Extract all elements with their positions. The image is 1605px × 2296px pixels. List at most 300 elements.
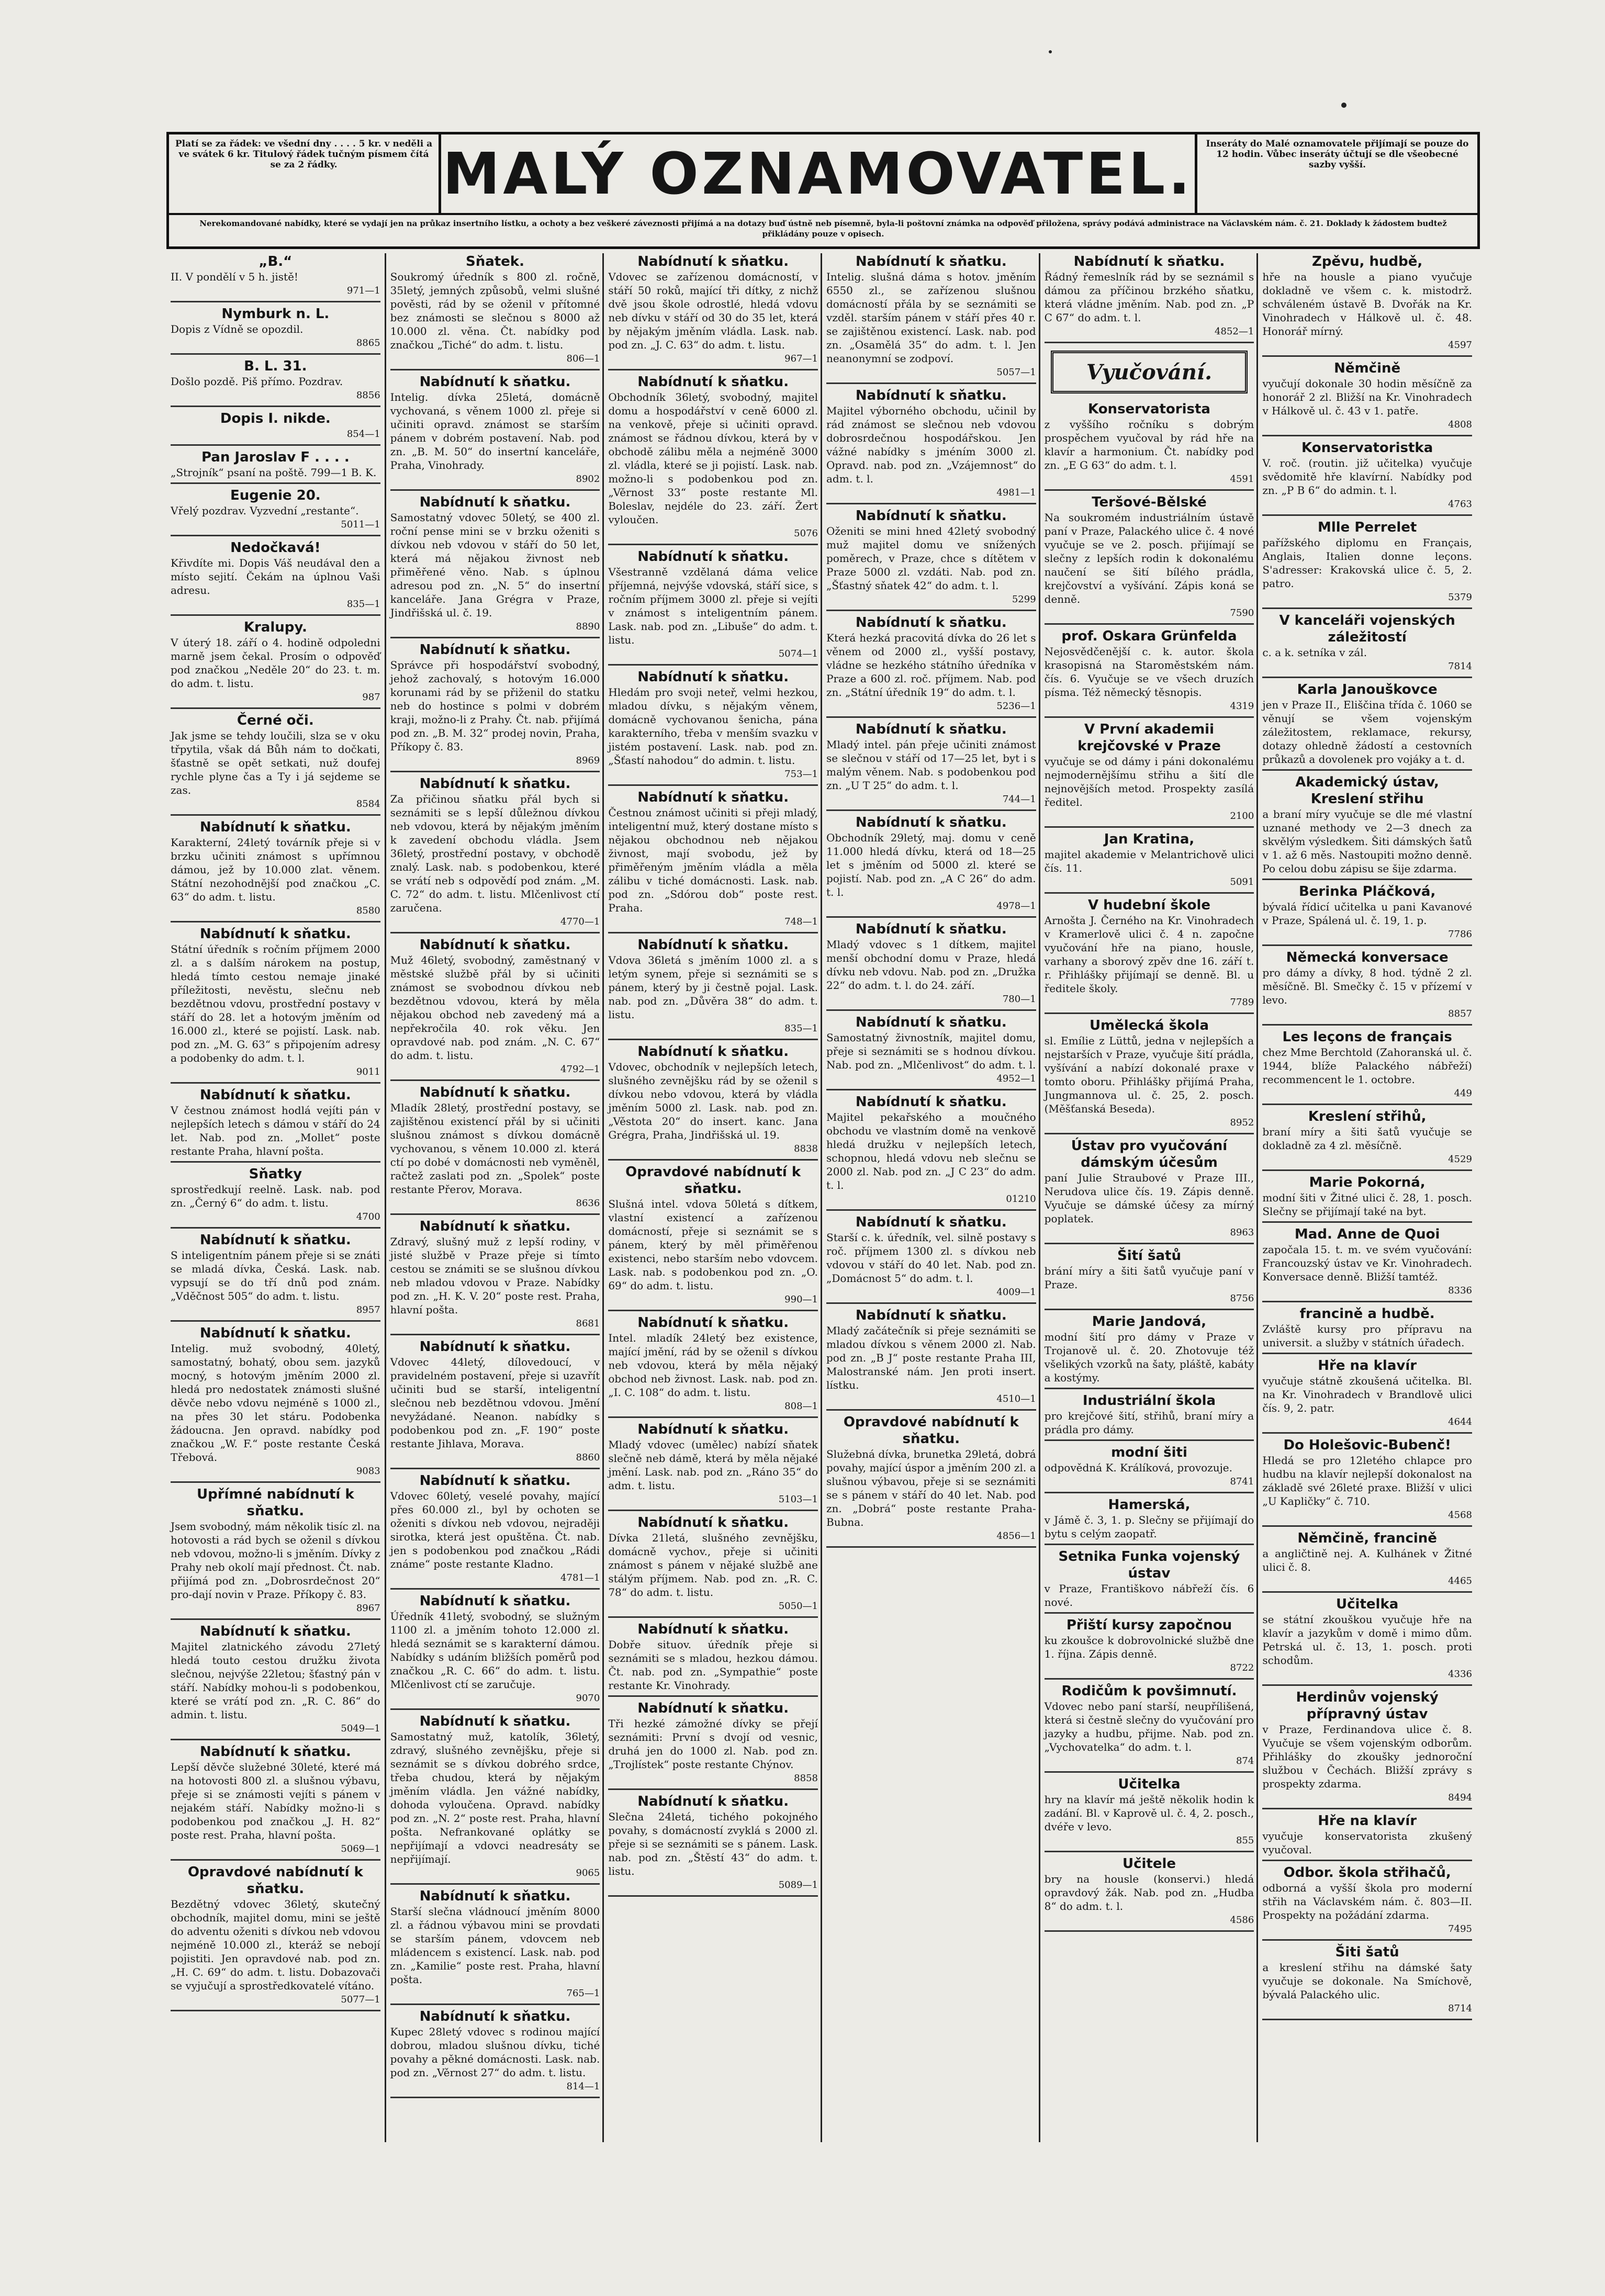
header-notice: Nerekomandované nabídky, které se vydají jen na průkaz insertního lístku, a ochoty a bez veškeré záveznosti přijímá a na dotazy buď ústně neb písemně, byla-li poštovní známka na odpověď přiložena, správy podává administrace na Václavském nám. č. 21. Doklady k žádostem budtež přikládány pouze v opisech. — [169, 213, 1477, 246]
ad-body: Všestranně vzdělaná dáma velice příjemná, nejvýše vdovská, stáří sice, s ročním příjmem 3000 zl. přeje si vejíti v známost s inteligentním pánem. Lask. nab. pod zn. „Libuše“ do adm. t. listu. — [608, 566, 818, 646]
ad-body: započala 15. t. m. ve svém vyučování: Francouzský ústav ve Kr. Vinohradech. Konversace denně. Bližší tamtéž. — [1262, 1243, 1472, 1283]
classified-ad — [171, 306, 380, 355]
ad-body: Jsem svobodný, mám několik tisíc zl. na hotovosti a rád bych se oženil s dívkou neb vdovou, možno-li s jměním. Dívky z Prahy neb okolí mají přednost. Čt. nab. přijímá pod zn. „Dobrosrdečnost 20“ pro-dají novin v Praze. Příkopy č. 83. — [171, 1520, 380, 1601]
ad-code: 8957 — [356, 1304, 380, 1315]
ad-body: modní šití pro dámy v Praze v Trojanově ul. č. 20. Zhotovuje též všelikých vzorků na šaty, pláště, kabáty a kostýmy. — [1044, 1331, 1254, 1384]
section-heading-vyucovani: Vyučování. — [1051, 351, 1248, 393]
ad-title: Nabídnutí k sňatku. — [199, 1624, 351, 1639]
ad-body: v Jámě č. 3, 1. p. Slečny se přijímají do bytu s celým zaopatř. — [1044, 1514, 1254, 1540]
ad-body: Řádný řemeslník rád by se seznámil s dámou za příčinou brzkého sňatku, která vládne jměním. Nab. pod zn. „P C 67“ do adm. t. l. — [1044, 271, 1254, 324]
ad-code: 5103—1 — [778, 1494, 818, 1505]
ad-title: Nabídnutí k sňatku. — [199, 1744, 351, 1760]
classified-ad — [608, 1043, 818, 1161]
classified-ad — [1262, 1029, 1472, 1105]
ad-title: Mad. Anne de Quoi — [1294, 1226, 1440, 1242]
ad-title: Nabídnutí k sňatku. — [199, 1325, 351, 1341]
ad-body: Vřelý pozdrav. Vyzvední „restante“. — [171, 504, 359, 517]
ad-code: 01210 — [1006, 1194, 1036, 1205]
ad-code: 4856—1 — [996, 1530, 1036, 1541]
ad-body: odborná a vyšší škola pro moderní střih na Václavském nám. č. 803—II. Prospekty na požádání zdarma. — [1262, 1882, 1472, 1921]
ad-code: 5011—1 — [341, 519, 380, 530]
ink-speck — [1049, 50, 1052, 53]
ad-title: Nabídnutí k sňatku. — [199, 1232, 351, 1248]
classified-ad — [608, 1421, 818, 1511]
ad-body: Majitel zlatnického závodu 27letý hledá touto cestou družku života slečnou, nejvýše 22letou; šťastný pán v stáří. Nabídky mohou-li s podobenkou, které se vrátí pod zn. „R. C. 86“ do admin. t. listu. — [171, 1640, 380, 1721]
ad-code: 5379 — [1448, 592, 1472, 603]
ad-body: V. roč. (routin. již učitelka) vyučuje svědomitě hře klavírní. Nabídky pod zn. „P B 6“ do admin. t. l. — [1262, 457, 1472, 497]
ad-code: 4319 — [1230, 701, 1254, 712]
classified-ad — [608, 669, 818, 786]
classified-ad — [390, 1888, 600, 2005]
classified-ad — [608, 548, 818, 666]
ad-title: Eugenie 20. — [230, 488, 321, 503]
ad-body: Hledá se pro 12letého chlapce pro hudbu na klavír nejlepší dokonalost na základě své 26leté praxe. Bližší v ulici „U Kapličky“ č. 710. — [1262, 1454, 1472, 1507]
ad-code: 967—1 — [784, 353, 818, 364]
ad-columns — [166, 253, 1475, 2142]
classified-ad — [171, 712, 380, 816]
ad-body: Slušná intel. vdova 50letá s dítkem, vlastní existencí a zařízenou domácností, přeje si seznámit se s pánem, který by měl přiměřenou existenci, nebo starším nebo vdovcem. Lask. nab. s podobenkou pod zn. „O. 69“ do adm. t. listu. — [608, 1198, 818, 1292]
ad-code: 4009—1 — [996, 1287, 1036, 1298]
classified-ad — [171, 1623, 380, 1740]
ad-title: Nabídnutí k sňatku. — [1073, 254, 1225, 269]
ad-code: 990—1 — [784, 1294, 818, 1305]
ad-title: Marie Jandová, — [1092, 1314, 1207, 1330]
classified-ad — [608, 1164, 818, 1311]
ad-code: 8856 — [356, 390, 380, 401]
ad-title: V kanceláři vojenských záležitostí — [1279, 613, 1455, 645]
classified-ad — [826, 614, 1036, 718]
ad-code: 5299 — [1012, 594, 1036, 605]
ad-body: Vdovec 44letý, dílovedoucí, v pravidelném postavení, přeje si uzavřít učiniti bud se starší, inteligentní slečnou neb bezdětnou vdovou. Jmění nevyžádané. Neanon. nabídky s podobenkou pod zn. „F. 190“ poste restante Jihlava, Morava. — [390, 1356, 600, 1450]
classified-ad — [171, 253, 380, 302]
classified-ad — [1045, 628, 1254, 718]
classified-ad — [826, 253, 1036, 384]
ad-title: Nabídnutí k sňatku. — [419, 1085, 571, 1100]
ad-title: Nabídnutí k sňatku. — [419, 1714, 571, 1729]
ad-body: Čestnou známost učiniti si přeji mladý, inteligentní muž, který dostane místo s nějakou obchodnou neb nějakou živnost, mají svobodu, jež by přiměřeným jměním vládla a měla zálibu v tiché domácnosti. Lask. nab. pod zn. „Sdórou dob“ poste rest. Praha. — [608, 806, 818, 914]
ad-body: odpovědná K. Králíková, provozuje. — [1044, 1461, 1232, 1474]
ad-code: 8494 — [1448, 1792, 1472, 1803]
ad-body: Tři hezké zámožné dívky se přejí seznámiti: První s dvojí od vesnic, druhá jen do 1000 zl. Nab. pod zn. „Trojlístek“ poste restante Chýnov. — [608, 1717, 818, 1771]
ad-title: Marie Pokorná, — [1309, 1175, 1426, 1190]
classified-ad — [390, 253, 600, 370]
ad-body: Došlo pozdě. Piš přímo. Pozdrav. — [171, 375, 343, 388]
ad-code: 5077—1 — [341, 1994, 380, 2005]
classified-ad — [1262, 1437, 1472, 1527]
classified-ad — [1262, 1357, 1472, 1434]
ad-body: II. V pondělí v 5 h. jistě! — [171, 271, 298, 283]
classified-ad — [1045, 1138, 1254, 1244]
ad-title: Nabídnutí k sňatku. — [855, 1094, 1007, 1110]
ad-title: Konservatorista — [1088, 401, 1210, 417]
ad-code: 8714 — [1448, 2003, 1472, 2014]
classified-ad — [608, 374, 818, 545]
classified-ad — [390, 1472, 600, 1590]
ad-code: 9083 — [356, 1466, 380, 1477]
ad-code: 7590 — [1230, 607, 1254, 618]
ad-title: Les leçons de français — [1282, 1029, 1452, 1045]
classified-ad — [1262, 360, 1472, 436]
ad-code: 8336 — [1448, 1285, 1472, 1296]
ad-column — [1256, 253, 1476, 2142]
ad-title: Industriální škola — [1082, 1393, 1216, 1409]
ad-body: Slečna 24letá, tichého pokojného povahy, s domácností zvyklá s 2000 zl. přeje si se seznámiti se s pánem. Lask. nab. pod zn. „Štěstí 43“ do adm. t. listu. — [608, 1810, 818, 1877]
ad-code: 4568 — [1448, 1510, 1472, 1521]
price-box: Platí se za řádek: ve všední dny . . . . 5 kr. v neděli a ve svátek 6 kr. Titulový řádek tučným písmem čítá se za 2 řádky. — [169, 134, 441, 213]
ad-body: Kupec 28letý vdovec s rodinou mající dobrou, mladou slušnou dívku, tiché povahy a pěkné domácnosti. Lask. nab. pod zn. „Věrnost 27“ do adm. t. listu. — [390, 2025, 600, 2079]
ad-body: Majitel výborného obchodu, učinil by rád známost se slečnou neb vdovou dobrosrdečnou hospodářskou. Jen vážné nabídky s jméním 3000 zl. Opravd. nab. pod zn. „Vzájemnost“ do adm. t. l. — [826, 404, 1036, 485]
ad-title: Nabídnutí k sňatku. — [637, 1515, 789, 1530]
ad-body: Intelig. muž svobodný, 40letý, samostatný, bohatý, obou sem. jazyků mocný, s hotovým jměním 2000 zl. hledá pro nedostatek známosti slušné děvče nebo vdovu nejméně s 1000 zl., na přes 30 let stáru. Podobenka žádoucna. Jen opravd. nabídky pod značkou „W. F.“ poste restante Česká Třebová. — [171, 1342, 380, 1464]
ad-body: vyučuje konservatorista zkušený vyučoval. — [1262, 1830, 1472, 1856]
ad-body: Intel. mladík 24letý bez existence, mající jmění, rád by se oženil s dívkou neb vdovou, která by měla nějaký obchod neb živnost. Lask. nab. pod zn. „I. C. 108“ do adm. t. listu. — [608, 1332, 818, 1399]
ad-body: V čestnou známost hodlá vejíti pán v nejlepších letech s dámou v stáří do 24 let. Nab. pod zn. „Mollet“ poste restante Praha, hlavní pošta. — [171, 1104, 380, 1157]
insertion-info-box: Inseráty do Malé oznamovatele přijímají se pouze do 12 hodin. Vůbec inseráty účtují se dle všeobecné sazby vyšší. — [1195, 134, 1477, 213]
classified-ad — [1045, 1313, 1254, 1389]
ad-code: 5074—1 — [778, 648, 818, 659]
classified-ad — [1045, 1392, 1254, 1441]
ad-body: Arnošta J. Černého na Kr. Vinohradech v Kramerlově ulici č. 4 n. započne vyučování hře na piano, housle, varhany a sborový zpěv dne 16. září t. r. Přihlášky přijímají se denně. Bl. u ředitele školy. — [1044, 914, 1254, 995]
masthead-title: MALÝ OZNAMOVATEL. — [442, 140, 1194, 207]
ad-title: Hře na klavír — [1318, 1358, 1417, 1374]
classified-ad — [171, 358, 380, 407]
classified-ad — [1262, 1226, 1472, 1302]
classified-ad — [1262, 1944, 1472, 2020]
ad-body: Vdova 36letá s jměním 1000 zl. a s letým synem, přeje si seznámiti se s pánem, který by ji čestně pojal. Lask. nab. pod zn. „Důvěra 38“ do adm. t. listu. — [608, 954, 818, 1021]
ad-code: 4465 — [1448, 1575, 1472, 1586]
ad-body: c. a k. setníka v zál. — [1262, 646, 1367, 659]
classified-ad — [826, 508, 1036, 611]
ad-body: ku zkoušce k dobrovolnické službě dne 1. října. Zápis denně. — [1044, 1634, 1254, 1660]
classified-ad — [608, 1700, 818, 1790]
ad-title: Nabídnutí k sňatku. — [855, 1308, 1007, 1323]
ad-body: Hledám pro svoji neteř, velmi hezkou, mladou dívku, s nějakým věnem, domácně vychovanou šenicha, pána karakterního, třeba v menším svazku v jistém postavení. Lask. nab. pod zn. „Šťastí nahodou“ do admin. t. listu. — [608, 686, 818, 767]
ad-title: Šití šatů — [1117, 1248, 1181, 1264]
classified-ad — [1045, 721, 1254, 828]
classified-ad — [608, 1621, 818, 1697]
ad-title: Nabídnutí k sňatku. — [637, 669, 789, 685]
ad-code: 4336 — [1448, 1669, 1472, 1680]
classifieds-header — [166, 132, 1480, 249]
ad-body: Státní úředník s ročním příjmem 2000 zl. a s dalším nárokem na postup, hledá tímto cestou nemaje jinaké příležitosti, nevěstu, slečnu neb bezdětnou vdovu, prostřední postavy v stáří do 28. let a hotovým jměním od 16.000 zl., které se pojistí. Lask. nab. pod zn. „M. G. 63“ s připojením adresy a podobenky do adm. t. l. — [171, 943, 380, 1064]
ad-body: hry na klavír má ještě několik hodin k zadání. Bl. v Kaprově ul. č. 4, 2. posch., dvéře v levo. — [1044, 1793, 1254, 1833]
ad-body: Intelig. slušná dáma s hotov. jměním 6550 zl., se zařízenou slušnou domácností přála by se seznámiti se vzděl. starším pánem v stáří přes 40 r. se zajištěnou existencí. Lask. nab. pod zn. „Osamělá 35“ do adm. t. l. Jen neanonymní se zodpoví. — [826, 271, 1036, 365]
ad-title: Nabídnutí k sňatku. — [419, 1339, 571, 1355]
ad-body: pro krejčové šití, střihů, braní míry a prádla pro dámy. — [1044, 1410, 1254, 1436]
ad-body: Muž 46letý, svobodný, zaměstnaný v městské službě přál by si učiniti známost se svobodnou dívkou neb bezdětnou vdovou, která by měla nějakou obchod neb zavedený má a nepřekročila 40. rok věku. Jen opravdové nab. pod znám. „N. C. 67“ do adm. t. listu. — [390, 954, 600, 1062]
ad-body: Soukromý úředník s 800 zl. ročně, 35letý, jemných způsobů, velmi slušné pověsti, rád by se oženil v přítomné bez známosti se slečnou s 8000 až 10.000 zl. věna. Čt. nabídky pod značkou „Tiché“ do adm. t. listu. — [390, 271, 600, 351]
ad-title: Nabídnutí k sňatku. — [637, 549, 789, 565]
ad-title: Nabídnutí k sňatku. — [637, 937, 789, 953]
ad-code: 4510—1 — [996, 1393, 1036, 1404]
classified-ad — [826, 1014, 1036, 1090]
classified-ad — [1262, 612, 1472, 678]
classified-ad — [1045, 1444, 1254, 1493]
ad-title: Jan Kratina, — [1104, 831, 1195, 847]
ad-body: Lepší děvče služebné 30leté, které má na hotovosti 800 zl. a slušnou výbavu, přeje si se známosti vejíti s pánem v nejakém stáří. Nabídky možno-li s podobenkou pod značkou „J. H. 82“ poste rest. Praha, hlavní pošta. — [171, 1761, 380, 1841]
ad-body: vyučuje se od dámy i páni dokonalému nejmodernějšímu střihu a šití dle nejnovějších metod. Prospekty zasílá ředitel. — [1044, 755, 1254, 808]
ad-title: Ústav pro vyučování dámským účesům — [1071, 1138, 1228, 1170]
classified-ad — [608, 1793, 818, 1897]
ad-title: B. L. 31. — [244, 358, 307, 374]
classified-ad — [171, 487, 380, 536]
ad-code: 8756 — [1230, 1293, 1254, 1304]
ad-body: vyučují dokonale 30 hodin měsíčně za honorář 2 zl. Bližší na Kr. Vinohradech v Hálkově ul. č. 43 v 1. patře. — [1262, 377, 1472, 417]
ad-body: bývalá řídicí učitelka u pani Kavanové v Praze, Spálená ul. č. 19, 1. p. — [1262, 901, 1472, 927]
classified-ad — [1262, 1596, 1472, 1686]
ad-code: 744—1 — [1002, 794, 1036, 805]
ad-title: Nabídnutí k sňatku. — [855, 921, 1007, 937]
ad-body: chez Mme Berchtold (Zahoranská ul. č. 1944, blíže Palackého nábřeží) recommencent le 1. octobre. — [1262, 1046, 1472, 1086]
ad-title: Nabídnutí k sňatku. — [199, 819, 351, 835]
ad-body: Obchodník 36letý, svobodný, majitel domu a hospodářství v ceně 6000 zl. na venkově, přeje si učiniti opravd. známost se řádnou dívkou, která by v obchodě zálibu měla a nejméně 3000 zl. vládla, které se ji pojistí. Lask. nab. možno-li s podobenkou pod zn. „Věrnost 33“ poste restante Ml. Boleslav, nejdéle do 23. září. Žert vyloučen. — [608, 391, 818, 526]
ad-title: Nabídnutí k sňatku. — [855, 254, 1007, 269]
ad-code: 835—1 — [784, 1023, 818, 1034]
classified-ad — [1262, 681, 1472, 771]
ad-body: brání míry a šiti šatů vyučuje paní v Praze. — [1044, 1265, 1254, 1291]
ad-body: hře na housle a piano vyučuje dokladně ve všem c. k. mistodrž. schváleném ústavě B. Dvořák na Kr. Vinohradech v Hálkově ul. č. 48. Honorář mírný. — [1262, 271, 1472, 337]
classified-ad — [826, 1414, 1036, 1548]
ad-code: 8580 — [356, 905, 380, 916]
ad-code: 814—1 — [566, 2081, 600, 2092]
ad-body: Vdovec nebo paní starší, neupřílišená, která si čestně slečny do vyučování pro jazyky a hudbu, přijme. Nab. pod zn. „Vychovatelka“ do adm. t. l. — [1044, 1700, 1254, 1753]
ad-title: Nabídnutí k sňatku. — [199, 1087, 351, 1103]
ad-title: Umělecká škola — [1089, 1018, 1209, 1033]
classified-ad — [608, 789, 818, 933]
ad-body: v Praze, Františkovo nábřeží čís. 6 nové. — [1044, 1582, 1254, 1608]
ad-title: Opravdové nabídnutí k sňatku. — [625, 1164, 801, 1197]
ad-body: pro dámy a dívky, 8 hod. týdně 2 zl. měsíčně. Bl. Smečky č. 15 v přízemí v levo. — [1262, 966, 1472, 1006]
ad-title: Konservatoristka — [1301, 440, 1433, 456]
ad-code: 4763 — [1448, 499, 1472, 510]
ad-title: Přiští kursy započnou — [1066, 1617, 1232, 1633]
classified-ad — [171, 926, 380, 1084]
ad-body: Majitel pekařského a moučného obchodu ve vlastním domě na venkově hledá družku v nejlepších letech, schopnou, hledá vdovu neb slečnu se 2000 zl. Nab. pod zn. „J C 23“ do adm. t. l. — [826, 1111, 1036, 1191]
ad-code: 8722 — [1230, 1662, 1254, 1673]
ad-body: Karakterní, 24letý továrník přeje si v brzku učiniti známost s upřímnou dámou, jež by 10.000 zlat. věnem. Státní nezohodnější pod značkou „C. 63“ do adm. t. listu. — [171, 836, 380, 903]
ad-body: se státní zkouškou vyučuje hře na klavír a jazykům v domě i mimo dům. Petrská ul. č. 13, 1. posch. proti schodům. — [1262, 1613, 1472, 1667]
ad-body: Samostatný vdovec 50letý, se 400 zl. roční pense mini se v brzku oženiti s dívkou neb vdovou v stáří do 50 let, která má nějakou živnost neb přiměřené věno. Nab. s úplnou adresou pod zn. „N. 5“ do insertní kanceláře. Jana Grégra v Praze, Jindřišská ul. č. 19. — [390, 511, 600, 619]
ad-body: Mladý vdovec s 1 dítkem, majitel menší obchodní domu v Praze, hledá dívku neb vdovu. Nab. pod zn. „Družka 22“ do adm. t. l. do 24. září. — [826, 938, 1036, 992]
ad-title: Opravdové nabídnutí k sňatku. — [843, 1414, 1019, 1447]
ad-code: 4952—1 — [996, 1073, 1036, 1084]
classified-ad — [1045, 1855, 1254, 1932]
ad-column — [166, 253, 385, 2142]
ad-title: Nabídnutí k sňatku. — [637, 1622, 789, 1637]
ad-body: bry na housle (konservi.) hledá opravdový žák. Nab. pod zn. „Hudba 8“ do adm. t. l. — [1044, 1873, 1254, 1912]
ad-title: Mlle Perrelet — [1317, 520, 1417, 535]
classified-ad — [171, 449, 380, 484]
ad-code: 9011 — [356, 1066, 380, 1077]
ad-code: 5236—1 — [996, 701, 1036, 712]
ad-body: Vdovec, obchodník v nejlepších letech, slušného zevnějšku rád by se oženil s dívkou nebo vdovou, která by vládla jměním 5000 zl. Lask. nab. pod zn. „Věstota 20“ do insert. kanc. Jana Grégra, Praha, Jindřišská ul. 19. — [608, 1061, 818, 1141]
ad-body: pařížského diplomu en Français, Anglais, Italien donne leçons. S'adresser: Krakovská ulice č. 5, 2. patro. — [1262, 536, 1472, 590]
classified-ad — [1045, 1617, 1254, 1680]
ad-body: a kreslení střihu na dámské šaty vyučuje se dokonale. Na Smíchově, bývalá Palackého ulic. — [1262, 1961, 1472, 2001]
classified-ad — [1262, 1108, 1472, 1171]
ad-title: Nabídnutí k sňatku. — [855, 508, 1007, 524]
ad-body: Služebná dívka, brunetka 29letá, dobrá povahy, mající úspor a jměním 200 zl. a slušnou výbavou, přeje si se seznámiti se s pánem v stáří do 40 let. Nab. pod zn. „Dobrá“ poste restante Praha-Bubna. — [826, 1448, 1036, 1528]
ad-title: Nabídnutí k sňatku. — [419, 642, 571, 658]
classified-ad — [390, 2008, 600, 2098]
ad-title: Nedočkavá! — [230, 540, 321, 556]
classified-ad — [390, 1084, 600, 1215]
ad-code: 7786 — [1448, 929, 1472, 940]
ad-body: Mladý vdovec (umělec) nabízí sňatek slečně neb dámě, která by měla nějaké jmění. Lask. nab. pod zn. „Ráno 35“ do adm. t. listu. — [608, 1438, 818, 1492]
classified-ad — [171, 1087, 380, 1163]
ad-title: Nabídnutí k sňatku. — [637, 374, 789, 390]
ad-code: 449 — [1454, 1088, 1472, 1099]
classified-ad — [826, 1094, 1036, 1211]
ad-body: Na soukromém industriálním ústavě paní v Praze, Palackého ulice č. 4 nové vyučuje se ve 2. posch. přijímají se slečny z lepších rodin k dokonalému naučení se šití bílého prádla, krejčovství a vyšívání. Zápis koná se denně. — [1044, 511, 1254, 605]
ad-code: 8741 — [1230, 1476, 1254, 1487]
ad-body: Obchodník 29letý, maj. domu v ceně 11.000 hledá dívku, která od 18—25 let s jměním od 5000 zl. které se pojistí. Nab. pod zn. „A C 26“ do adm. t. l. — [826, 831, 1036, 898]
ad-title: Nabídnutí k sňatku. — [199, 926, 351, 942]
ad-body: vyučuje státně zkoušená učitelka. Bl. na Kr. Vinohradech v Brandlově ulici čís. 9, 2. patr. — [1262, 1375, 1472, 1414]
ad-code: 4978—1 — [996, 901, 1036, 911]
classified-ad — [171, 819, 380, 922]
ad-code: 8890 — [576, 621, 600, 632]
classified-ad — [171, 1864, 380, 2011]
ad-title: Nabídnutí k sňatku. — [419, 1593, 571, 1609]
ad-title: Nabídnutí k sňatku. — [419, 1219, 571, 1234]
ad-title: Nabídnutí k sňatku. — [637, 790, 789, 805]
ad-title: Šiti šatů — [1335, 1944, 1399, 1960]
ad-code: 7789 — [1230, 997, 1254, 1008]
classified-ad — [1045, 1683, 1254, 1773]
classified-ad — [826, 387, 1036, 504]
classified-ad — [390, 374, 600, 491]
classified-ad — [390, 937, 600, 1081]
ad-title: Nabídnutí k sňatku. — [637, 254, 789, 269]
classified-ad — [171, 619, 380, 709]
ad-code: 8902 — [576, 474, 600, 485]
ad-code: 987 — [362, 692, 380, 703]
ad-body: Zdravý, slušný muž z lepší rodiny, v jisté službě v Praze přeje si tímto cestou se známiti se se slušnou dívkou neb mladou vdovou v Praze. Nabídky pod zn. „H. K. V. 20“ poste rest. Praha, hlavní pošta. — [390, 1235, 600, 1316]
ad-title: Nabídnutí k sňatku. — [419, 1888, 571, 1904]
classified-ad — [171, 1232, 380, 1322]
classified-ad — [608, 1514, 818, 1618]
ad-body: Samostatný živnostník, majitel domu, přeje si seznámiti se s hodnou dívkou. Nab. pod zn. „Mlčenlivost“ do adm. t. l. — [826, 1031, 1036, 1071]
classified-ad — [1045, 1496, 1254, 1545]
ad-title: Nabídnutí k sňatku. — [637, 1701, 789, 1716]
ad-title: Nabídnutí k sňatku. — [419, 2009, 571, 2024]
ad-code: 4981—1 — [996, 487, 1036, 498]
ad-code: 9065 — [576, 1867, 600, 1878]
classified-ad — [171, 410, 380, 446]
classified-ad — [1262, 1813, 1472, 1861]
ad-code: 9070 — [576, 1693, 600, 1704]
ad-code: 971—1 — [346, 285, 380, 296]
ad-code: 8967 — [356, 1603, 380, 1614]
ad-title: Kreslení střihů, — [1308, 1109, 1427, 1124]
ad-body: braní míry a šiti šatů vyučuje se dokladně za 4 zl. měsíčně. — [1262, 1126, 1472, 1152]
ad-code: 8681 — [576, 1318, 600, 1329]
ad-body: Mladý intel. pán přeje učiniti známost se slečnou v stáří od 17—25 let, byt i s malým věnem. Nab. s podobenkou pod zn. „U T 25“ do adm. t. l. — [826, 738, 1036, 792]
ink-speck — [1341, 103, 1346, 108]
ad-title: francině a hudbě. — [1299, 1306, 1435, 1322]
classified-ad — [1262, 883, 1472, 946]
ad-title: Opravdové nabídnutí k sňatku. — [187, 1864, 363, 1897]
ad-body: Úředník 41letý, svobodný, se služným 1100 zl. a jměním tohoto 12.000 zl. hledá seznámit se s karakterní dámou. Nabídky s udáním bližších poměrů pod značkou „R. C. 66“ do adm. t. listu. Mlčenlivost ctí se zaručuje. — [390, 1610, 600, 1691]
ad-code: 4644 — [1448, 1416, 1472, 1427]
ad-title: Kralupy. — [243, 620, 307, 635]
ad-body: jen v Praze II., Eliščina třída č. 1060 se věnují se všem vojenským záležitostem, reklamace, rekursy, dotazy ohledně žádostí a cestovních průkazů a dovolenek pro vojáky a t. d. — [1262, 699, 1472, 766]
ad-title: Odbor. škola střihačů, — [1283, 1865, 1451, 1881]
ad-title: Nabídnutí k sňatku. — [419, 494, 571, 510]
classified-ad — [1045, 401, 1254, 491]
ad-body: Jak jsme se tehdy loučili, slza se v oku třpytila, však dá Bůh nám to dočkati, šťastně se opět setkati, nuž doufej rychle plyne čas a Ty i já sejdeme se zas. — [171, 729, 380, 796]
classified-ad — [1262, 253, 1472, 357]
ad-title: V hudební škole — [1087, 897, 1210, 913]
ad-column — [385, 253, 604, 2142]
ad-code: 806—1 — [566, 353, 600, 364]
ad-code: 8636 — [576, 1198, 600, 1209]
ad-code: 765—1 — [566, 1988, 600, 1999]
ad-code: 808—1 — [784, 1401, 818, 1412]
classified-ad — [1045, 1548, 1254, 1614]
ad-title: V První akademii krejčovské v Praze — [1078, 722, 1221, 754]
ad-body: z vyššího ročníku s dobrým prospěchem vyučoval by rád hře na klavír a harmonium. Čt. nabídky pod zn. „E G 63“ do adm. t. l. — [1044, 418, 1254, 471]
ad-body: majitel akademie v Melantrichově ulici čís. 11. — [1044, 848, 1254, 874]
classified-ad — [1262, 1530, 1472, 1593]
ad-code: 855 — [1236, 1835, 1254, 1846]
ad-code: 4700 — [356, 1211, 380, 1222]
ad-code: 7814 — [1448, 661, 1472, 672]
ad-title: Nabídnutí k sňatku. — [419, 1473, 571, 1489]
ad-title: Sňatek. — [465, 254, 524, 269]
classified-ad — [826, 814, 1036, 918]
ad-body: V úterý 18. září o 4. hodině odpoledni marně jsem čekal. Prosím o odpověď pod značkou „Neděle 20“ do 23. t. m. do adm. t. listu. — [171, 636, 380, 690]
classified-ad — [1262, 1864, 1472, 1941]
ad-title: Nabídnutí k sňatku. — [637, 1794, 789, 1809]
ad-code: 5050—1 — [778, 1601, 818, 1612]
ad-title: Němčině — [1334, 361, 1401, 376]
ad-code: 4781—1 — [560, 1572, 600, 1583]
ad-code: 5091 — [1230, 876, 1254, 887]
ad-code: 2100 — [1230, 811, 1254, 821]
ad-title: Dopis I. nikde. — [220, 411, 331, 426]
ad-code: 4852—1 — [1215, 326, 1254, 337]
ad-title: Nabídnutí k sňatku. — [419, 937, 571, 953]
ad-title: „B.“ — [259, 254, 293, 269]
ad-title: Upřímné nabídnutí k sňatku. — [197, 1487, 354, 1519]
classified-ad — [1045, 1247, 1254, 1310]
ad-body: S inteligentním pánem přeje si se znáti se mladá dívka, Česká. Lask. nab. vypsují se do tří dnů pod znám. „Vděčnost 505“ do adm. t. listu. — [171, 1249, 380, 1302]
ad-body: Dobře situov. úředník přeje si seznámiti se s mladou, hezkou dámou. Čt. nab. pod zn. „Sympathie“ poste restante Kr. Vinohrady. — [608, 1638, 818, 1692]
ad-title: Učitelka — [1118, 1776, 1181, 1792]
classified-ad — [390, 494, 600, 638]
ad-code: 4770—1 — [560, 916, 600, 927]
ad-code: 8857 — [1448, 1008, 1472, 1019]
classified-ad — [1262, 440, 1472, 516]
classified-ad — [1262, 1174, 1472, 1223]
ad-body: Za přičinou sňatku přál bych si seznámiti se s lepší důležnou dívkou neb vdovou, která by nějakým jměním k zavedení obchodu vládla. Jsem 36letý, prostřední postavy, v obchodě znalý. Lask. nab. s podobenkou, které se vrátí neb s odpovědí pod znám. „M. C. 72“ do adm. t. listu. Mlčenlivost ctí zaručena. — [390, 793, 600, 914]
classified-ad — [1262, 1689, 1472, 1809]
classified-ad — [1045, 494, 1254, 625]
ad-code: 8865 — [356, 337, 380, 348]
ad-title: Nabídnutí k sňatku. — [419, 374, 571, 390]
ad-body: Zvláště kursy pro přípravu na universit. a služby v státních úřadech. — [1262, 1323, 1472, 1349]
ad-code: 4808 — [1448, 419, 1472, 430]
ad-code: 8838 — [794, 1143, 818, 1154]
ad-title: Berinka Pláčková, — [1298, 884, 1436, 899]
ad-title: Hamerská, — [1108, 1497, 1191, 1513]
ad-title: Karla Janouškovce — [1297, 682, 1438, 697]
ad-title: Sňatky — [249, 1166, 302, 1182]
ad-body: Křivdíte mi. Dopis Váš neudával den a místo sejití. Čekám na úplnou Vaši adresu. — [171, 557, 380, 596]
ad-title: Akademický ústav, Kreslení střihu — [1295, 774, 1439, 807]
